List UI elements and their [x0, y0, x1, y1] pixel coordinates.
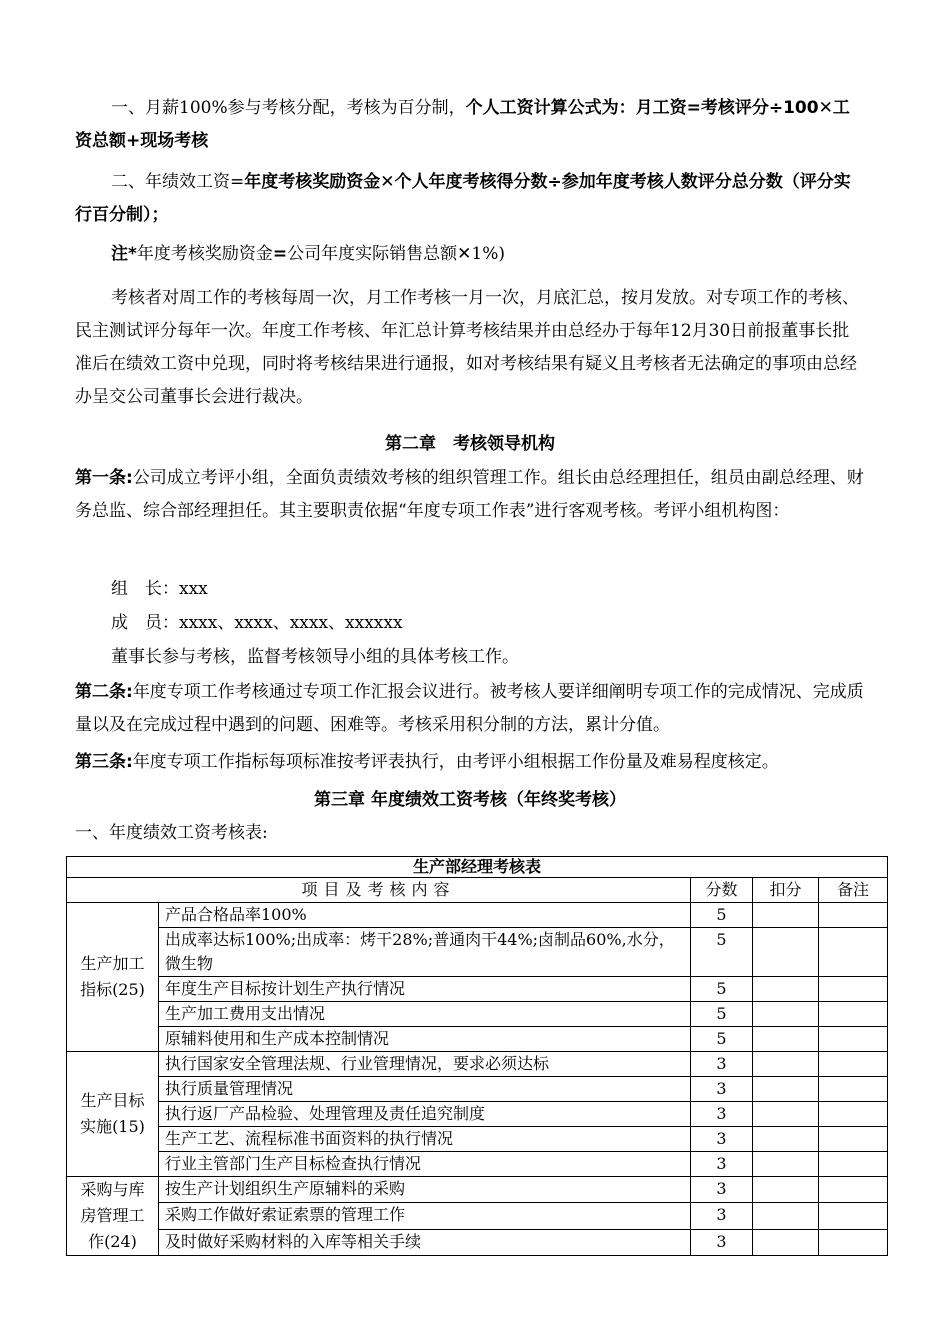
item-cell: 产品合格品率100% — [159, 903, 691, 928]
deduct-cell — [753, 903, 819, 928]
deduct-cell — [753, 1229, 819, 1255]
note-times: ✕ — [457, 244, 472, 264]
score-cell: 3 — [691, 1152, 753, 1177]
item-cell: 生产加工费用支出情况 — [159, 1002, 691, 1027]
paragraph-monthly-salary — [75, 92, 865, 158]
table-row — [67, 1229, 888, 1255]
table-row — [67, 1027, 888, 1052]
table-row — [67, 1177, 888, 1203]
deduct-cell — [753, 1102, 819, 1127]
item-cell: 原辅料使用和生产成本控制情况 — [159, 1027, 691, 1052]
chairman-line: 董事长参与考核，监督考核领导小组的具体考核工作。 — [111, 647, 519, 667]
remark-cell — [819, 1177, 888, 1203]
item-cell: 执行返厂产品检验、处理管理及责任追究制度 — [159, 1102, 691, 1127]
members-line: 成 员：xxxx、xxxx、xxxx、xxxxxx — [111, 613, 403, 633]
deduct-cell — [753, 1203, 819, 1229]
item-cell: 执行质量管理情况 — [159, 1077, 691, 1102]
score-cell: 3 — [691, 1127, 753, 1152]
salary-formula: 个人工资计算公式为：月工资=考核评分÷100✕工资总额+现场考核 — [75, 98, 850, 151]
note-equals: = — [272, 244, 288, 264]
remark-cell — [819, 1102, 888, 1127]
table-row — [67, 1203, 888, 1229]
article-text: 年度专项工作指标每项标准按考评表执行，由考评小组根据工作份量及难易程度核定。 — [132, 752, 779, 772]
item-cell: 生产工艺、流程标准书面资料的执行情况 — [159, 1127, 691, 1152]
table-caption: 生产部经理考核表 — [67, 857, 888, 878]
paragraph-note — [75, 238, 865, 271]
item-cell: 行业主管部门生产目标检查执行情况 — [159, 1152, 691, 1177]
remark-cell — [819, 1077, 888, 1102]
score-cell: 3 — [691, 1052, 753, 1077]
remark-cell — [819, 1229, 888, 1255]
header-remark: 备注 — [819, 878, 888, 903]
category-cell — [67, 903, 159, 1052]
note-text: 公司年度实际销售总额 — [287, 244, 458, 264]
header-item: 项目及考核内容 — [67, 878, 691, 903]
bonus-formula: 年度考核奖励资金✕个人年度考核得分数÷参加年度考核人数评分总分数（评分实行百分制）； — [75, 172, 851, 225]
deduct-cell — [753, 1077, 819, 1102]
table-header-row — [67, 878, 888, 903]
article-3 — [75, 746, 865, 779]
item-cell: 出成率达标100%;出成率：烤干28%;普通肉干44%;卤制品60%,水分，微生物 — [159, 928, 691, 977]
remark-cell — [819, 903, 888, 928]
category-cell — [67, 1177, 159, 1256]
table-row — [67, 1077, 888, 1102]
remark-cell — [819, 1152, 888, 1177]
paragraph-text: 二、年绩效工资= — [111, 172, 245, 192]
score-cell: 3 — [691, 1229, 753, 1255]
chapter-3-title: 第三章 年度绩效工资考核（年终奖考核） — [314, 790, 626, 810]
table-row — [67, 1152, 888, 1177]
remark-cell — [819, 1127, 888, 1152]
table-row — [67, 903, 888, 928]
chapter-2-title: 第二章 考核领导机构 — [385, 434, 555, 454]
category-label: 房管理工 — [80, 1206, 145, 1225]
category-label: 作(24) — [88, 1232, 137, 1251]
remark-cell — [819, 977, 888, 1002]
article-label: 第一条: — [75, 468, 133, 488]
category-label: 生产加工 — [80, 954, 145, 973]
score-cell: 3 — [691, 1203, 753, 1229]
deduct-cell — [753, 1052, 819, 1077]
item-cell: 及时做好采购材料的入库等相关手续 — [159, 1229, 691, 1255]
deduct-cell — [753, 1127, 819, 1152]
table-row — [67, 1127, 888, 1152]
note-text: 1%) — [471, 244, 505, 264]
article-1 — [75, 462, 865, 528]
table-row — [67, 1002, 888, 1027]
score-cell: 3 — [691, 1177, 753, 1203]
remark-cell — [819, 928, 888, 977]
category-label: 采购与库 — [80, 1180, 145, 1199]
table-row — [67, 1052, 888, 1077]
paragraph-annual-bonus — [75, 166, 865, 232]
category-label: 生产目标 — [80, 1091, 145, 1110]
header-score: 分数 — [691, 878, 753, 903]
item-cell: 年度生产目标按计划生产执行情况 — [159, 977, 691, 1002]
item-cell: 执行国家安全管理法规、行业管理情况，要求必须达标 — [159, 1052, 691, 1077]
article-label: 第二条: — [75, 682, 133, 702]
remark-cell — [819, 1002, 888, 1027]
deduct-cell — [753, 928, 819, 977]
remark-cell — [819, 1052, 888, 1077]
item-cell: 采购工作做好索证索票的管理工作 — [159, 1203, 691, 1229]
remark-cell — [819, 1027, 888, 1052]
header-deduct: 扣分 — [753, 878, 819, 903]
table-row — [67, 977, 888, 1002]
category-label: 实施(15) — [80, 1117, 145, 1136]
deduct-cell — [753, 1027, 819, 1052]
score-cell: 5 — [691, 1027, 753, 1052]
article-label: 第三条: — [75, 752, 133, 772]
category-cell — [67, 1052, 159, 1177]
section-heading: 一、年度绩效工资考核表: — [75, 823, 268, 843]
deduct-cell — [753, 1002, 819, 1027]
paragraph-assessment-cycle: 考核者对周工作的考核每周一次，月工作考核一月一次，月底汇总，按月发放。对专项工作的考核、民主测试评分每年一次。年度工作考核、年汇总计算考核结果并由总经办于每年12月30日前报董事长批准后在绩效工资中兑现，同时将考核结果进行通报，如对考核结果有疑义且考核者无法确定的事项由总经办呈交公司董事长会进行裁决。 — [75, 288, 859, 407]
leader-line: 组 长：xxx — [111, 579, 208, 599]
table-row — [67, 1102, 888, 1127]
remark-cell — [819, 1203, 888, 1229]
score-cell: 5 — [691, 903, 753, 928]
paragraph-text: 一、月薪100%参与考核分配，考核为百分制， — [111, 98, 466, 118]
article-text: 公司成立考评小组，全面负责绩效考核的组织管理工作。组长由总经理担任，组员由副总经理、财务总监、综合部经理担任。其主要职责依据“年度专项工作表”进行客观考核。考评小组机构图： — [75, 468, 864, 521]
score-cell: 3 — [691, 1102, 753, 1127]
note-text: 年度考核奖励资金 — [136, 244, 273, 264]
score-cell: 5 — [691, 928, 753, 977]
score-cell: 5 — [691, 977, 753, 1002]
note-label: 注* — [111, 244, 137, 264]
score-cell: 5 — [691, 1002, 753, 1027]
item-cell: 按生产计划组织生产原辅料的采购 — [159, 1177, 691, 1203]
deduct-cell — [753, 1152, 819, 1177]
table-caption-row — [67, 857, 888, 878]
article-2 — [75, 676, 865, 742]
category-label: 指标(25) — [80, 980, 145, 999]
article-text: 年度专项工作考核通过专项工作汇报会议进行。被考核人要详细阐明专项工作的完成情况、完成质量以及在完成过程中遇到的问题、困难等。考核采用积分制的方法，累计分值。 — [75, 682, 864, 735]
assessment-table — [66, 856, 888, 1256]
table-row — [67, 928, 888, 977]
deduct-cell — [753, 1177, 819, 1203]
score-cell: 3 — [691, 1077, 753, 1102]
deduct-cell — [753, 977, 819, 1002]
